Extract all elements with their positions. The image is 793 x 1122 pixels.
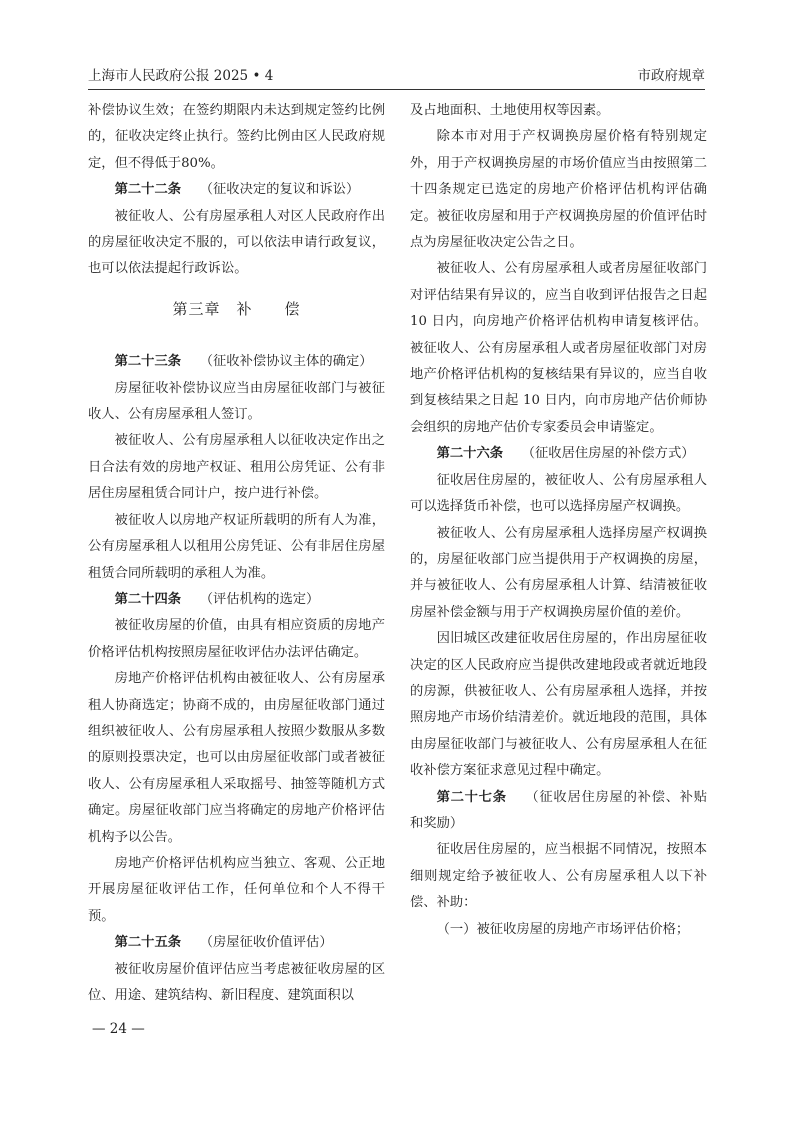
paragraph: 征收居住房屋的，被征收人、公有房屋承租人可以选择货币补偿，也可以选择房屋产权调换。 [410,472,707,515]
paragraph: 被征收人、公有房屋承租人对区人民政府作出的房屋征收决定不服的，可以依法申请行政复议，也可以依法提起行政诉讼。 [88,208,385,277]
paragraph: 被征收人、公有房屋承租人以征收决定作出之日合法有效的房地产权证、租用公房凭证、公有非居住房屋租赁合同计户，按户进行补偿。 [88,433,385,502]
article-title: （征收补偿协议主体的确定） [199,354,373,370]
article-title: （评估机构的选定） [199,591,320,607]
paragraph: （一）被征收房屋的房地产市场评估价格； [436,921,690,937]
article-title: （房屋征收价值评估） [199,935,333,951]
chapter-title: 第三章 补 偿 [172,299,301,318]
paragraph: 房屋征收补偿协议应当由房屋征收部门与被征收人、公有房屋承租人签订。 [88,380,385,423]
page-number: — 24 — [92,1021,145,1037]
article-heading [410,441,707,467]
left-column [88,98,385,1009]
article-number: 第二十五条 [114,935,182,951]
article-title: （征收决定的复议和诉讼） [199,182,360,198]
article-number: 第二十六条 [436,446,504,462]
article-number: 第二十四条 [114,591,182,607]
paragraph: 征收居住房屋的，应当根据不同情况，按照本细则规定给予被征收人、公有房屋承租人以下补偿、补助： [410,842,707,911]
paragraph: 被征收房屋价值评估应当考虑被征收房屋的区位、用途、建筑结构、新旧程度、建筑面积以 [88,961,385,1003]
article-number: 第二十三条 [114,354,182,370]
paragraph: 被征收人、公有房屋承租人或者房屋征收部门对评估结果有异议的，应当自收到评估报告之日起 10 日内，向房地产价格评估机构申请复核评估。被征收人、公有房屋承租人或者房屋征收部门对房地产价格评估机构的复核结果有异议的，应当自收到复核结果之日起 10 日内，向市房地产估价师协会组织的房地产估价专家委员会申请鉴定。 [410,261,707,435]
article-title: （征收居住房屋的补偿、补贴和奖励） [410,789,708,831]
paragraph: 因旧城区改建征收居住房屋的，作出房屋征收决定的区人民政府应当提供改建地段或者就近地段的房源，供被征收人、公有房屋承租人选择，并按照房地产市场价结清差价。就近地段的范围，具体由房屋征收部门与被征收人、公有房屋承租人在征收补偿方案征求意见过程中确定。 [410,631,707,779]
paragraph: 及占地面积、土地使用权等因素。 [410,103,610,118]
article-title: （征收居住房屋的补偿方式） [521,446,695,462]
paragraph: 除本市对用于产权调换房屋价格有特别规定外，用于产权调换房屋的市场价值应当由按照第二十四条规定已选定的房地产价格评估机构评估确定。被征收房屋和用于产权调换房屋的价值评估时点为房屋征收决定公告之日。 [410,129,707,251]
paragraph: 房地产价格评估机构由被征收人、公有房屋承租人协商选定；协商不成的，由房屋征收部门通过组织被征收人、公有房屋承租人按照少数服从多数的原则投票决定，也可以由房屋征收部门或者被征收人、公有房屋承租人采取摇号、抽签等随机方式确定。房屋征收部门应当将确定的房地产价格评估机构予以公告。 [88,671,385,845]
right-column [410,98,707,943]
article-heading [410,785,707,838]
paragraph: 被征收人、公有房屋承租人选择房屋产权调换的，房屋征收部门应当提供用于产权调换的房屋，并与被征收人、公有房屋承租人计算、结清被征收房屋补偿金额与用于产权调换房屋价值的差价。 [410,525,707,620]
publication-header: 上海市人民政府公报 2025 • 4 [88,68,274,84]
paragraph: 补偿协议生效；在签约期限内未达到规定签约比例的，征收决定终止执行。签约比例由区人民政府规定，但不得低于80%。 [88,103,385,171]
article-heading [88,349,385,375]
paragraph: 房地产价格评估机构应当独立、客观、公正地开展房屋征收评估工作，任何单位和个人不得干预。 [88,855,385,924]
paragraph: 被征收房屋的价值，由具有相应资质的房地产价格评估机构按照房屋征收评估办法评估确定。 [88,618,385,660]
paragraph: 被征收人以房地产权证所载明的所有人为准，公有房屋承租人以租用公房凭证、公有非居住房屋租赁合同所载明的承租人为准。 [88,512,385,581]
article-heading [88,930,385,956]
article-number: 第二十二条 [114,182,182,198]
article-heading [88,177,385,203]
article-heading [88,587,385,613]
article-number: 第二十七条 [436,789,507,805]
header-rule [88,89,705,90]
section-header: 市政府规章 [637,68,705,84]
